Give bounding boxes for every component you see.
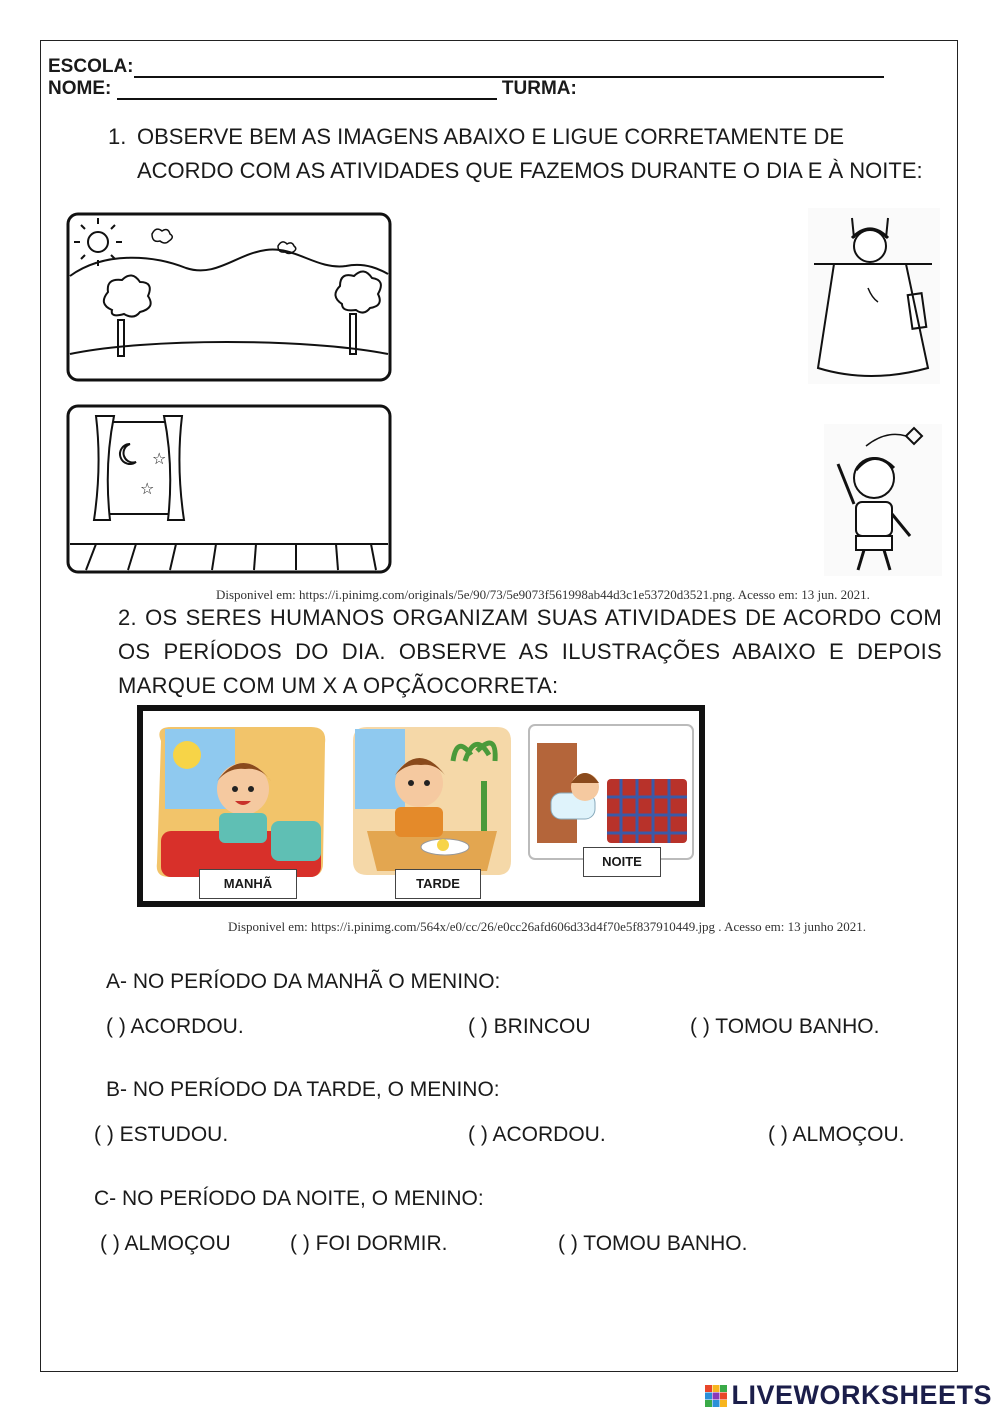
boy-with-kite-image[interactable] bbox=[824, 424, 942, 576]
option-a-2[interactable]: ( ) BRINCOU bbox=[468, 1015, 591, 1038]
option-b-1[interactable]: ( ) ESTUDOU. bbox=[94, 1123, 229, 1146]
day-periods-illustration bbox=[137, 705, 705, 907]
question-1-source: Disponivel em: https://i.pinimg.com/originals/5e/90/73/5e9073f561998ab44d3c1e53720d3521.png. Acesso em: 13 jun. 2021. bbox=[216, 587, 870, 602]
option-c-3[interactable]: ( ) TOMOU BANHO. bbox=[558, 1232, 748, 1255]
name-label: NOME: bbox=[48, 78, 112, 99]
subquestion-a-title: A- NO PERÍODO DA MANHÃ O MENINO: bbox=[106, 970, 501, 993]
option-b-3[interactable]: ( ) ALMOÇOU. bbox=[768, 1123, 905, 1146]
morning-panel-label: MANHÃ bbox=[199, 869, 297, 899]
question-1-text: OBSERVE BEM AS IMAGENS ABAIXO E LIGUE CORRETAMENTE DE ACORDO COM AS ATIVIDADES QUE FAZEMOS DURANTE O DIA E À NOITE: bbox=[137, 124, 923, 183]
question-1 bbox=[108, 120, 928, 188]
option-c-1[interactable]: ( ) ALMOÇOU bbox=[100, 1232, 231, 1255]
afternoon-panel-label: TARDE bbox=[395, 869, 481, 899]
sleeping-girl-image[interactable] bbox=[808, 208, 940, 384]
option-a-3[interactable]: ( ) TOMOU BANHO. bbox=[690, 1015, 880, 1038]
svg-text:☆: ☆ bbox=[140, 479, 155, 498]
option-a-1[interactable]: ( ) ACORDOU. bbox=[106, 1015, 244, 1038]
day-landscape-image[interactable] bbox=[66, 210, 394, 382]
class-label: TURMA: bbox=[501, 78, 577, 99]
question-2-source: Disponivel em: https://i.pinimg.com/564x/e0/cc/26/e0cc26afd606d33d4f70e5f837910449.jpg . Acesso em: 13 junho 2021. bbox=[228, 919, 866, 934]
night-bedroom-image[interactable] bbox=[66, 404, 394, 578]
school-label: ESCOLA: bbox=[48, 56, 134, 77]
option-c-2[interactable]: ( ) FOI DORMIR. bbox=[290, 1232, 448, 1255]
logo-cube-icon bbox=[705, 1385, 727, 1407]
question-2-text: 2. OS SERES HUMANOS ORGANIZAM SUAS ATIVIDADES DE ACORDO COM OS PERÍODOS DO DIA. OBSERVE AS ILUSTRAÇÕES ABAIXO E DEPOIS MARQUE COM UM X A OPÇÃOCORRETA: bbox=[118, 605, 942, 698]
subquestion-c-title: C- NO PERÍODO DA NOITE, O MENINO: bbox=[94, 1187, 484, 1210]
name-field bbox=[48, 78, 577, 100]
liveworksheets-logo bbox=[705, 1380, 992, 1411]
question-1-number: 1. bbox=[108, 124, 127, 149]
name-blank-line[interactable] bbox=[117, 80, 497, 100]
school-field bbox=[48, 56, 884, 78]
night-panel-image[interactable] bbox=[527, 723, 697, 863]
subquestion-b-title: B- NO PERÍODO DA TARDE, O MENINO: bbox=[106, 1078, 500, 1101]
svg-text:☆: ☆ bbox=[152, 449, 167, 468]
option-b-2[interactable]: ( ) ACORDOU. bbox=[468, 1123, 606, 1146]
school-blank-line[interactable] bbox=[134, 58, 884, 78]
night-panel-label: NOITE bbox=[583, 847, 661, 877]
logo-text: LIVEWORKSHEETS bbox=[731, 1380, 992, 1410]
